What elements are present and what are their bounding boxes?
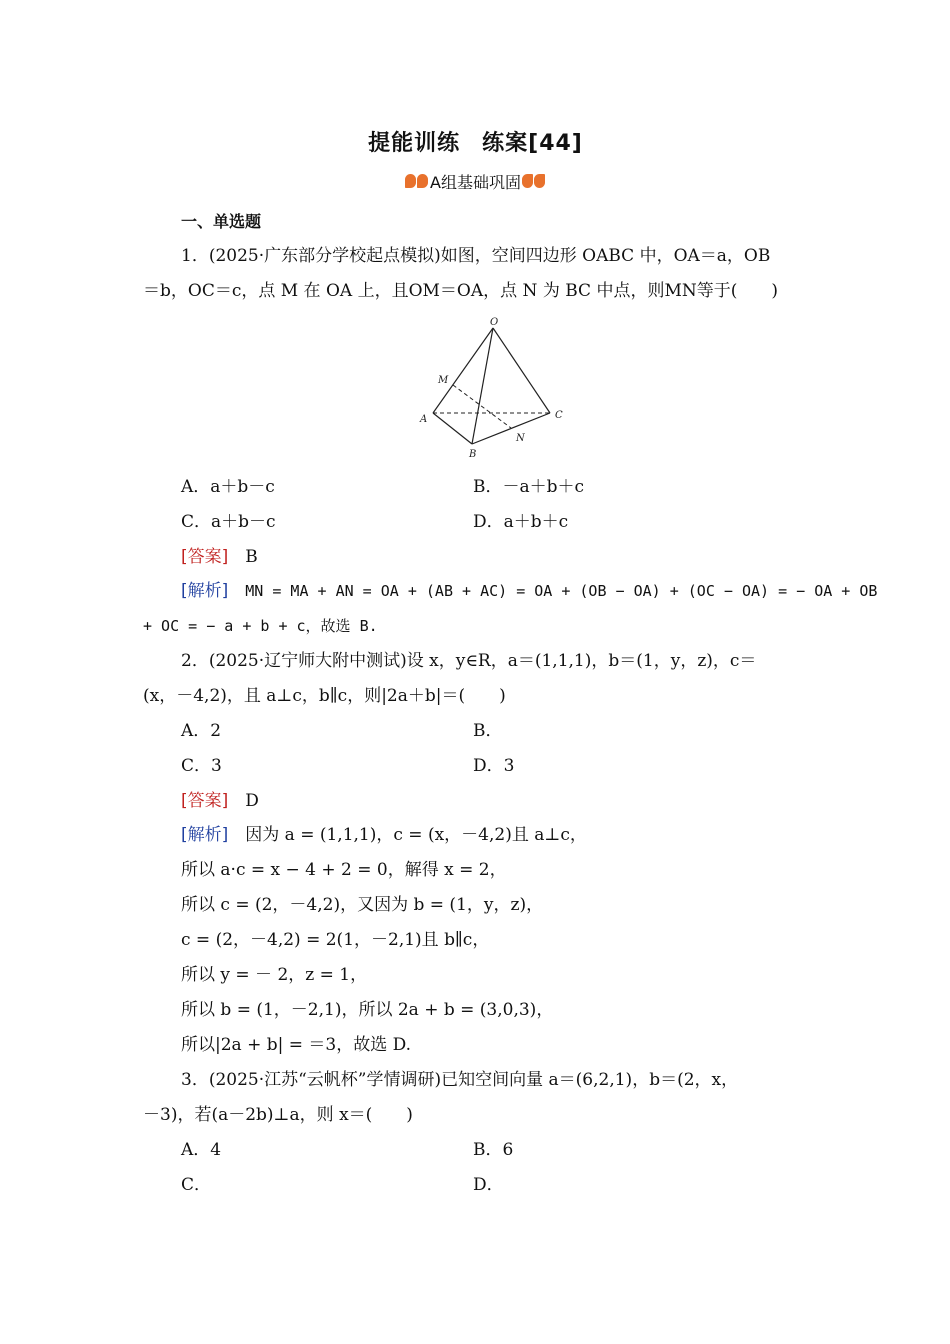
group-heading-text: A组基础巩固 bbox=[430, 173, 521, 192]
title-part1: 提能训练 bbox=[368, 131, 461, 156]
q3-option-d: D． bbox=[473, 1175, 504, 1195]
group-heading bbox=[143, 170, 808, 193]
q2-answer-value: D bbox=[245, 791, 259, 811]
q2-solution-line1 bbox=[181, 824, 587, 846]
q1-option-d: D．a＋b＋c bbox=[473, 512, 569, 532]
q2-step-1: 所以 a·c = x − 4 + 2 = 0，解得 x = 2， bbox=[181, 860, 507, 880]
q2-option-c: C．3 bbox=[181, 756, 222, 776]
q2-option-b: B． bbox=[473, 721, 503, 741]
q1-solution-tag: [解析] bbox=[181, 581, 229, 601]
q2-step-5: 所以 b = (1，－2,1)，所以 2a + b = (3,0,3)， bbox=[181, 1000, 554, 1020]
label-O: O bbox=[490, 317, 499, 328]
q2-step-3: c = (2，－4,2) = 2(1，－2,1)且 b∥c， bbox=[181, 930, 490, 950]
left-quote-icon bbox=[404, 171, 430, 193]
q1-answer-value: B bbox=[245, 547, 258, 567]
q2-solution-text1: 因为 a = (1,1,1)，c = (x，－4,2)且 a⊥c， bbox=[245, 825, 587, 845]
right-quote-icon bbox=[521, 171, 547, 193]
q1-option-a: A．a＋b－c bbox=[181, 477, 275, 497]
q2-step-6: 所以|2a + b| = ＝3，故选 D. bbox=[181, 1035, 412, 1055]
q3-option-a: A．4 bbox=[181, 1140, 222, 1160]
q3-option-b: B．6 bbox=[473, 1140, 514, 1160]
q1-option-c: C．a＋b－c bbox=[181, 512, 276, 532]
q1-answer bbox=[181, 546, 258, 568]
q2-option-d: D．3 bbox=[473, 756, 515, 776]
label-M: M bbox=[438, 375, 449, 386]
page-title bbox=[143, 126, 808, 157]
q1-answer-tag: [答案] bbox=[181, 547, 229, 567]
q2-answer-tag: [答案] bbox=[181, 791, 229, 811]
q2-stem-line2: (x，－4,2)，且 a⊥c，b∥c，则|2a＋b|＝( ) bbox=[143, 686, 506, 706]
title-part2: 练案[44] bbox=[482, 131, 583, 156]
label-C: C bbox=[555, 410, 563, 421]
q2-answer bbox=[181, 790, 259, 812]
q3-stem-line2: －3)，若(a－2b)⊥a，则 x＝( ) bbox=[143, 1105, 413, 1125]
label-N: N bbox=[516, 433, 525, 444]
tetrahedron-figure bbox=[415, 314, 565, 464]
q2-option-a: A．2 bbox=[181, 721, 222, 741]
q3-option-c: C． bbox=[181, 1175, 212, 1195]
q1-solution-line1 bbox=[181, 580, 877, 602]
q1-solution-text1: MN = MA + AN = OA + (AB + AC) = OA + (OB − OA) + (OC − OA) = − OA + OB bbox=[245, 582, 878, 600]
q2-step-4: 所以 y = － 2，z = 1， bbox=[181, 965, 368, 985]
q1-solution-line2: + OC = − a + b + c，故选 B. bbox=[143, 617, 378, 635]
q2-solution-tag: [解析] bbox=[181, 825, 229, 845]
q1-stem-line1: 1．(2025·广东部分学校起点模拟)如图，空间四边形 OABC 中，OA＝a，OB bbox=[181, 246, 771, 266]
q2-stem-line1: 2．(2025·辽宁师大附中测试)设 x，y∈R，a＝(1,1,1)，b＝(1，y，z)，c＝ bbox=[181, 651, 757, 671]
section-heading: 一、单选题 bbox=[181, 212, 262, 231]
label-A: A bbox=[420, 414, 428, 425]
q2-step-2: 所以 c = (2，－4,2)，又因为 b = (1，y，z)， bbox=[181, 895, 544, 915]
q1-stem-line2: ＝b，OC＝c，点 M 在 OA 上，且OM＝OA，点 N 为 BC 中点，则MN等于( ) bbox=[143, 281, 778, 301]
label-B: B bbox=[469, 449, 477, 460]
q1-option-b: B．－a＋b＋c bbox=[473, 477, 585, 497]
q3-stem-line1: 3．(2025·江苏“云帆杯”学情调研)已知空间向量 a＝(6,2,1)，b＝(2，x， bbox=[181, 1070, 739, 1090]
